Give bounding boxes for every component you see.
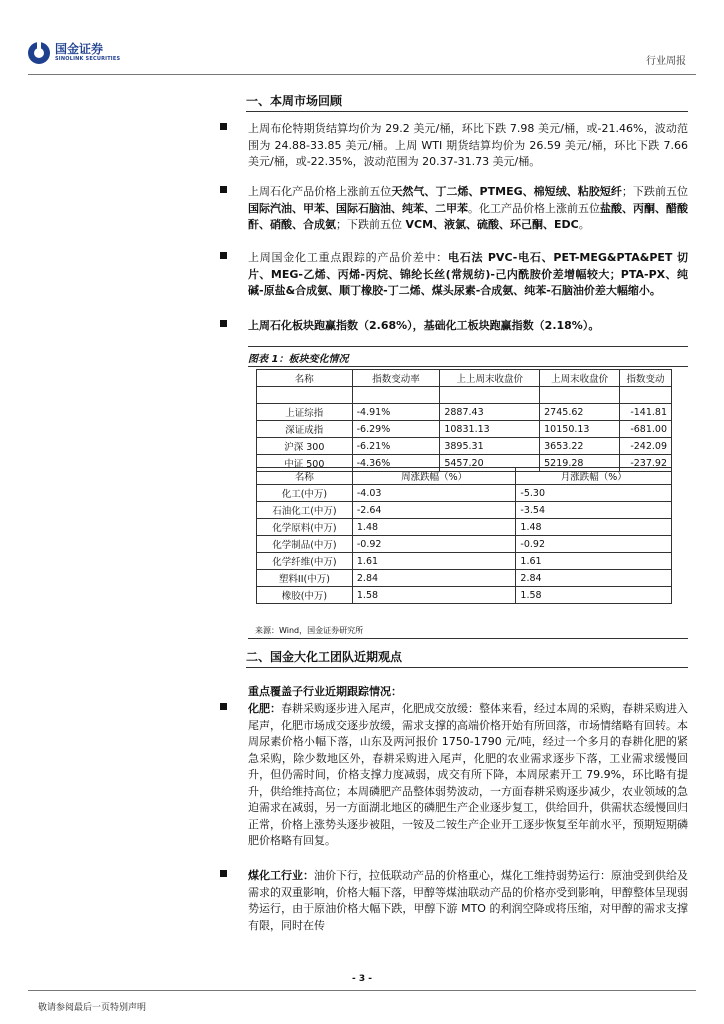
table-header-cell: 名称 [257, 468, 353, 485]
logo-icon [28, 42, 50, 64]
bullet-text: 上周布伦特期货结算均价为 29.2 美元/桶，环比下跌 7.98 美元/桶，或-21.46%，波动范围为 24.88-33.85 美元/桶。上周 WTI 期货结算均价为 26.59 美元/桶，环比下跌 7.66 美元/桶，或-22.35%，波动范围为 20.37-31.73 美元/桶。 [248, 122, 688, 168]
table-header-cell: 上周末收盘价 [540, 370, 620, 387]
bullet-icon [220, 703, 227, 710]
table-header-cell: 上上周末收盘价 [440, 370, 540, 387]
bullet-text: 煤化工行业：油价下行，拉低联动产品的价格重心，煤化工维持弱势运行：原油受到供给及需求的双重影响，价格大幅下落，甲醇等煤油联动产品的价格亦受到影响，甲醇整体呈现弱势运行，由于原油价格大幅下跌，甲醇下游 MTO 的利润空降或将压缩，对甲醇的需求支撑有限，同时在传 [248, 869, 688, 932]
table-cell: 中证 500 [257, 455, 353, 472]
table-cell: 3895.31 [440, 438, 540, 455]
table-cell: 10150.13 [540, 421, 620, 438]
table-cell: -4.03 [352, 485, 516, 502]
table-cell: 2.84 [352, 570, 516, 587]
table-cell: 化学制品(中万) [257, 536, 353, 553]
table-cell: -0.92 [516, 536, 672, 553]
table-row [257, 485, 672, 502]
table-cell: 5219.28 [540, 455, 620, 472]
table-cell: 橡胶(中万) [257, 587, 353, 604]
table-row [257, 553, 672, 570]
table-cell: 10831.13 [440, 421, 540, 438]
table-cell [257, 387, 353, 404]
section1-bullet-3 [248, 250, 688, 300]
bullet-icon [220, 252, 227, 259]
section1-bullet-1 [248, 121, 688, 171]
figure-rule-bottom [248, 638, 688, 639]
table-cell: -141.81 [620, 404, 672, 421]
table-cell: 1.48 [352, 519, 516, 536]
sector-table [256, 467, 672, 604]
table-cell: 化学原料(中万) [257, 519, 353, 536]
section1-rule [246, 111, 688, 112]
table-header-cell: 周涨跌幅（%） [352, 468, 516, 485]
table-cell: 深证成指 [257, 421, 353, 438]
figure-source: 来源：Wind，国金证券研究所 [255, 626, 364, 635]
logo-cn-text: 国金证券 [55, 42, 104, 56]
table-row [257, 438, 672, 455]
table-cell: 1.61 [516, 553, 672, 570]
page-number: - 3 - [352, 974, 372, 984]
table-cell: -0.92 [352, 536, 516, 553]
table-cell: 2.84 [516, 570, 672, 587]
table-header-cell: 月涨跌幅（%） [516, 468, 672, 485]
table-cell: 1.58 [516, 587, 672, 604]
table-header-cell: 名称 [257, 370, 353, 387]
table-cell: 2745.62 [540, 404, 620, 421]
table-row [257, 570, 672, 587]
report-type: 行业周报 [646, 56, 686, 67]
table-cell [352, 387, 440, 404]
bullet-icon [220, 186, 227, 193]
section1-bullet-2 [248, 184, 688, 234]
table-header-cell: 指数变动率 [352, 370, 440, 387]
footer-disclaimer: 敬请参阅最后一页特别声明 [38, 1003, 147, 1013]
figure-rule-top [248, 346, 688, 347]
table-cell: -4.36% [352, 455, 440, 472]
section2-bullet-1 [248, 701, 688, 850]
bullet-text: 上周国金化工重点跟踪的产品价差中：电石法 PVC-电石、PET-MEG&PTA&PET 切片、MEG-乙烯、丙烯-丙烷、锦纶长丝(常规纺)-己内酰胺价差增幅较大；PTA-PX、纯碱-原盐&合成氨、顺丁橡胶-丁二烯、煤头尿素-合成氨、纯苯-石脑油价差大幅缩小。 [248, 251, 688, 297]
figure-rule-mid [248, 366, 688, 367]
bullet-text: 上周石化产品价格上涨前五位天然气、丁二烯、PTMEG、棉短绒、粘胶短纤；下跌前五位国际汽油、甲苯、国际石脑油、纯苯、二甲苯。化工产品价格上涨前五位盐酸、丙酮、醋酸酐、硝酸、合成氨；下跌前五位 VCM、液氯、硫酸、环己酮、EDC。 [248, 185, 689, 231]
logo-en-text: SINOLINK SECURITIES [55, 56, 121, 62]
header-divider [28, 74, 696, 75]
table-cell: 化工(中万) [257, 485, 353, 502]
table-cell: -4.91% [352, 404, 440, 421]
table-header-row [257, 370, 672, 387]
table-row [257, 387, 672, 404]
table-cell: -6.21% [352, 438, 440, 455]
table-row [257, 519, 672, 536]
table-row [257, 502, 672, 519]
table-cell: -681.00 [620, 421, 672, 438]
bullet-text: 上周石化板块跑赢指数（2.68%），基础化工板块跑赢指数（2.18%）。 [248, 319, 600, 332]
bullet-text: 化肥：春耕采购逐步进入尾声，化肥成交放缓：整体来看，经过本周的采购，春耕采购进入尾声，化肥市场成交逐步放缓，需求支撑的高端价格开始有所回落，市场情绪略有回转。本周尿素价格小幅下落，山东及两河报价 1750-1790 元/吨，经过一个多月的春耕化肥的紧急采购，除少数地区外，春耕采购进入尾声，化肥的农业需求逐步下落，工业需求缓慢回升，但仍需时间，价格支撑力度减弱，成交有所下降，本周尿素开工 79.9%，环比略有提升，供给维持高位；本周磷肥产品整体弱势波动，一方面春耕采购逐步减少，农业领域的急迫需求在减弱，另一方面湖北地区的磷肥生产企业逐步复工，供给回升，供需状态缓慢回归正常，价格上涨势头逐步被阻，一铵及二铵生产企业开工逐步恢复至年前水平，预期短期磷肥价格略有回复。 [248, 702, 688, 847]
table-row [257, 404, 672, 421]
table-cell: 上证综指 [257, 404, 353, 421]
figure-title: 图表 1：板块变化情况 [248, 354, 349, 365]
table-row [257, 587, 672, 604]
section2-rule [246, 667, 688, 668]
table-cell: -2.64 [352, 502, 516, 519]
table-cell: 1.48 [516, 519, 672, 536]
table-row [257, 536, 672, 553]
table-cell: -3.54 [516, 502, 672, 519]
index-table [256, 369, 672, 472]
table-header-row [257, 468, 672, 485]
table-row [257, 421, 672, 438]
bullet-icon [220, 870, 227, 877]
table-cell: 3653.22 [540, 438, 620, 455]
table-cell: 2887.43 [440, 404, 540, 421]
table-cell: 沪深 300 [257, 438, 353, 455]
table-cell: 5457.20 [440, 455, 540, 472]
section2-bullet-2 [248, 868, 688, 934]
footer-divider [28, 990, 696, 991]
table-cell: 塑料II(中万) [257, 570, 353, 587]
table-cell: -5.30 [516, 485, 672, 502]
table-cell [540, 387, 620, 404]
table-cell: -6.29% [352, 421, 440, 438]
section2-subhead: 重点覆盖子行业近期跟踪情况： [248, 685, 402, 698]
section1-bullet-4 [248, 318, 688, 335]
bullet-icon [220, 123, 227, 130]
table-cell: -237.92 [620, 455, 672, 472]
table-cell [620, 387, 672, 404]
company-logo [28, 40, 120, 66]
table-cell: 石油化工(中万) [257, 502, 353, 519]
table-cell: 化学纤维(中万) [257, 553, 353, 570]
table-cell: -242.09 [620, 438, 672, 455]
table-header-cell: 指数变动 [620, 370, 672, 387]
table-cell: 1.61 [352, 553, 516, 570]
section2-title: 二、国金大化工团队近期观点 [246, 650, 403, 664]
table-cell [440, 387, 540, 404]
table-cell: 1.58 [352, 587, 516, 604]
section1-title: 一、本周市场回顾 [246, 94, 343, 108]
bullet-icon [220, 320, 227, 327]
